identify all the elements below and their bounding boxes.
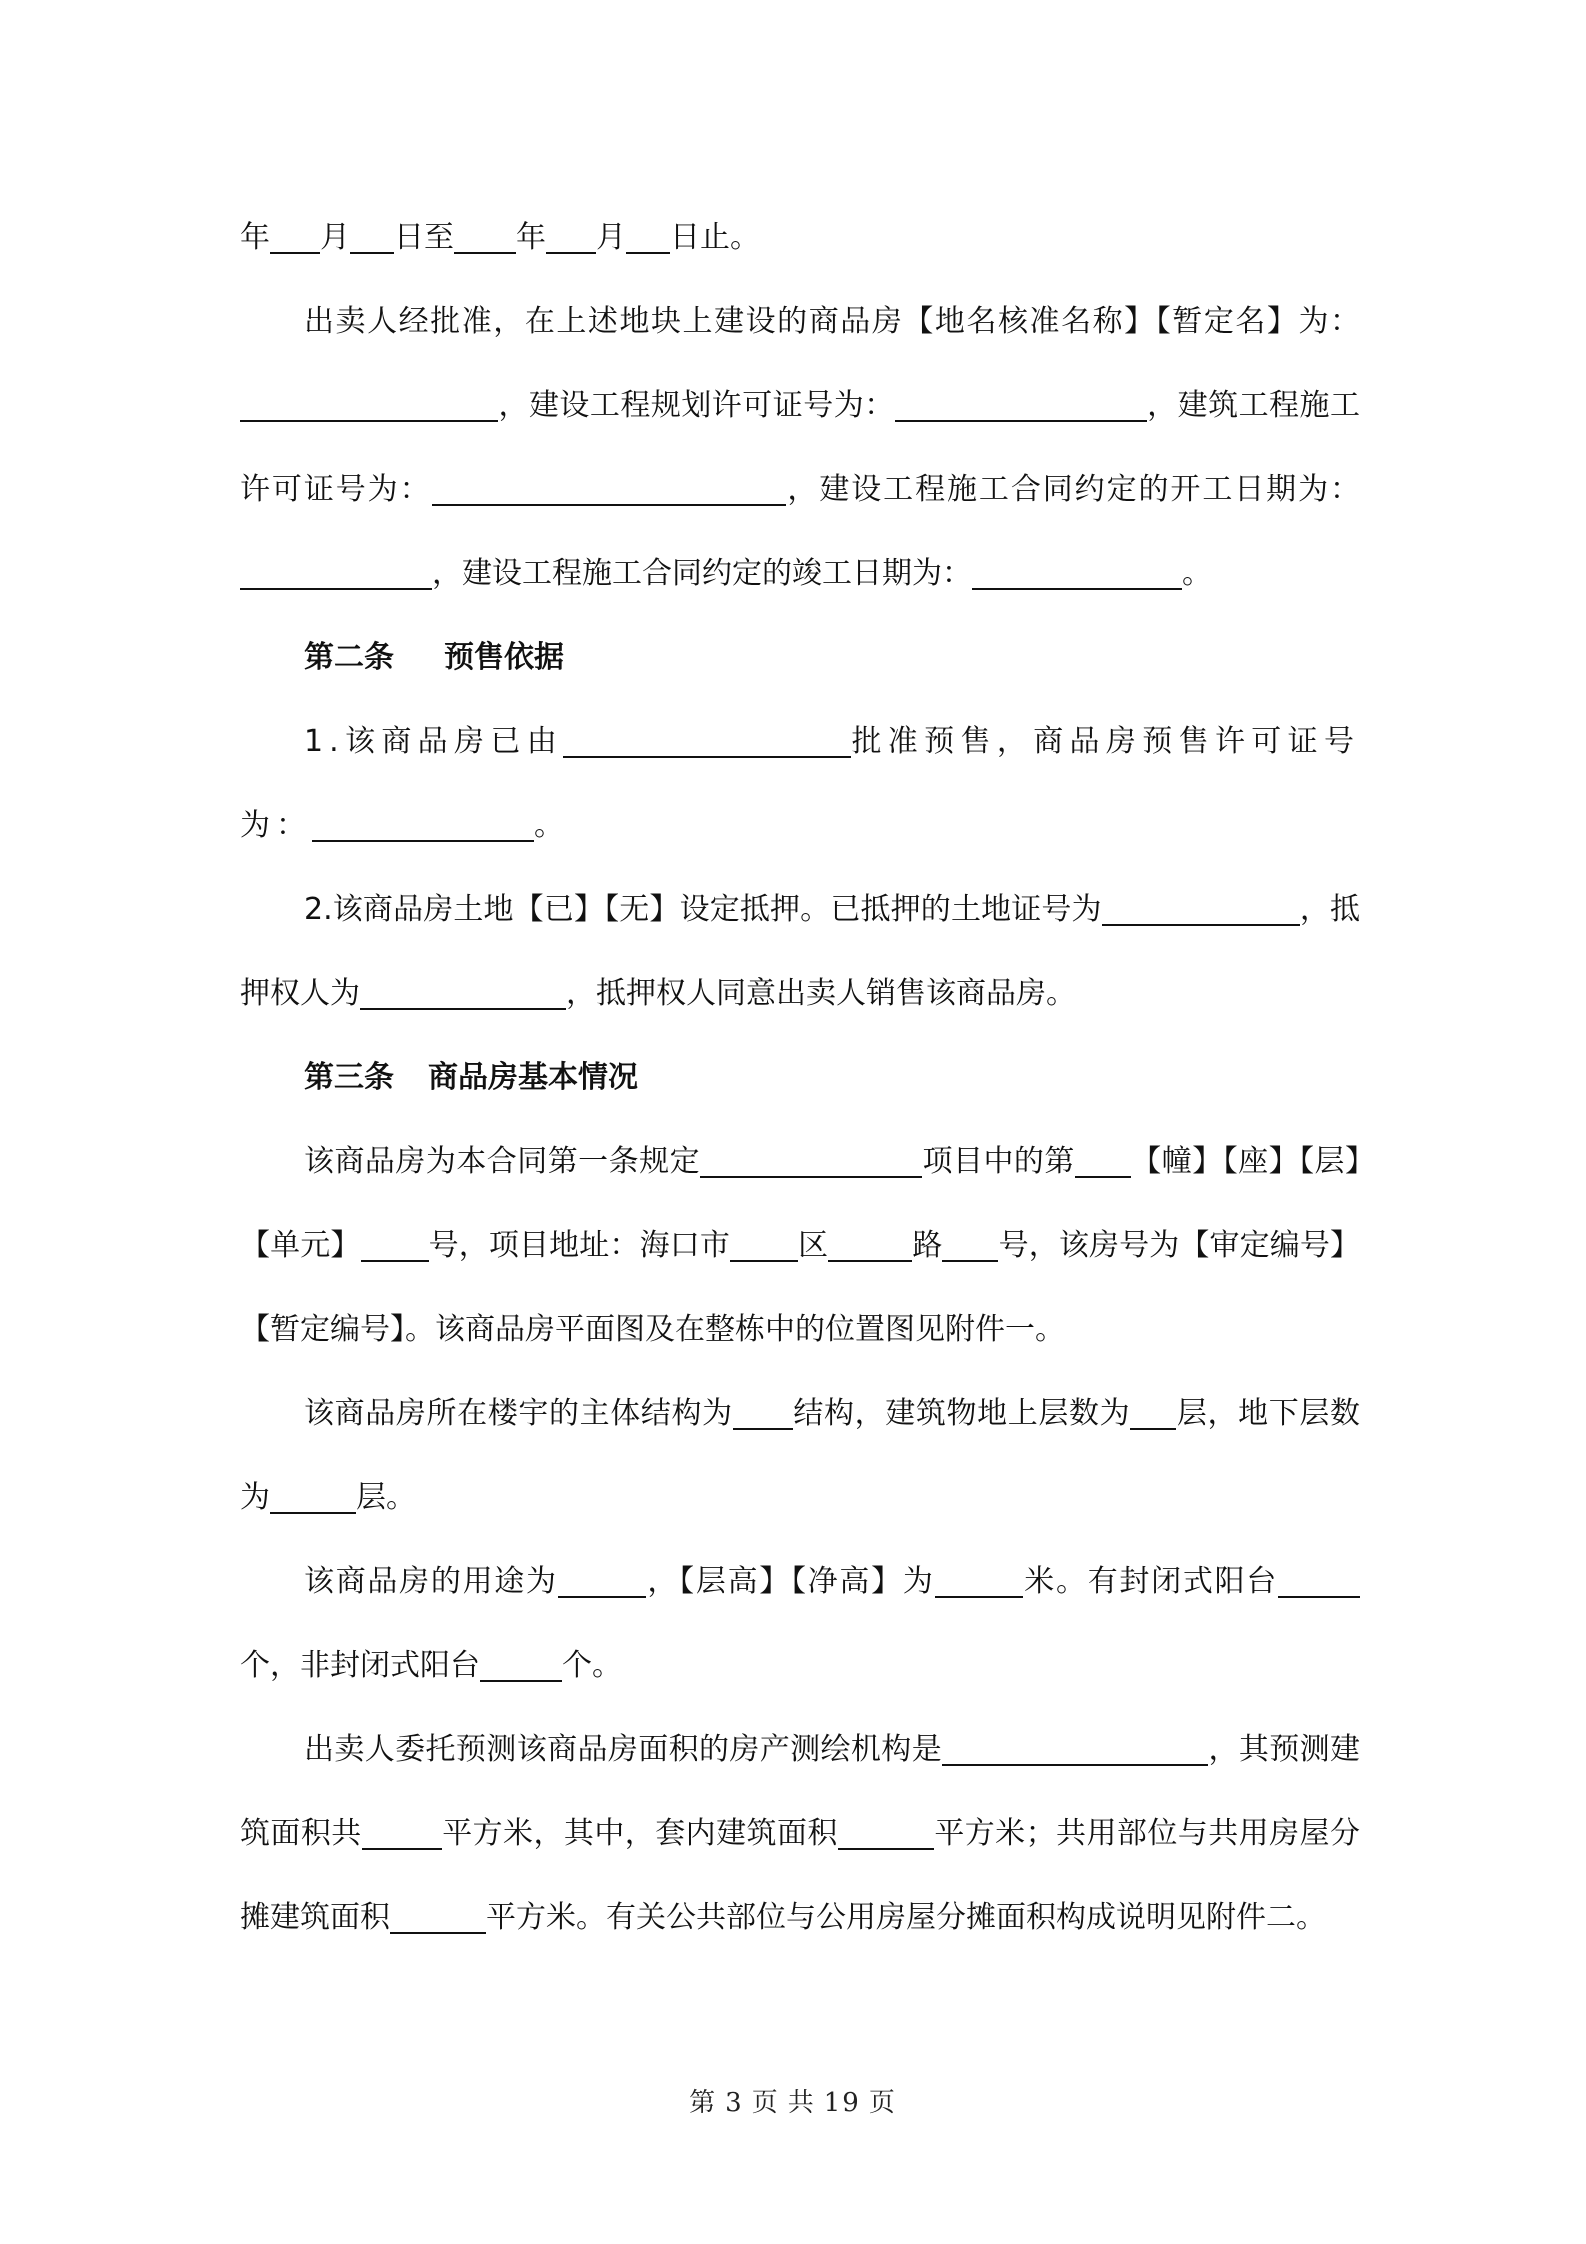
- blank-start-date: [240, 556, 432, 590]
- clause2-item2: [240, 868, 1360, 1036]
- text-month: 月: [320, 220, 350, 255]
- blank-planning-permit: [895, 388, 1147, 422]
- clause2-heading: [240, 616, 1360, 700]
- clause-number: 第三条: [304, 1060, 394, 1095]
- blank-project-name: [240, 388, 498, 422]
- clause3-heading: [240, 1036, 1360, 1120]
- para-text: 该商品房的用途为: [304, 1564, 558, 1599]
- para-text: 层，地下层数为: [240, 1396, 1360, 1515]
- para-text: ，抵押权人为: [240, 892, 1361, 1011]
- clause2-item1: [240, 700, 1360, 868]
- para-text: 平方米，其中，套内建筑面积: [441, 1816, 838, 1851]
- blank-usage: [558, 1564, 646, 1598]
- blank-total-area: [362, 1816, 442, 1850]
- para-text: 该商品房所在楼宇的主体结构为: [304, 1396, 733, 1431]
- para-text: 【幢】【座】【层】【单元】: [240, 1144, 1361, 1263]
- date-range-line: [240, 196, 1360, 280]
- para-text: 。: [534, 808, 570, 843]
- text-year: 年: [240, 220, 270, 255]
- para-text: 号，项目地址：海口市: [428, 1228, 730, 1263]
- blank-year-2: [454, 220, 516, 254]
- blank-shared-area: [390, 1900, 486, 1934]
- blank-land-cert: [1102, 892, 1300, 926]
- para-text: 米。有封闭式阳台: [1022, 1564, 1279, 1599]
- contract-body: [240, 196, 1360, 1960]
- text-day-to: 日至: [394, 220, 454, 255]
- para-text: 出卖人经批准，在上述地块上建设的商品房【地名核准名称】【暂定名】为：: [304, 304, 1360, 339]
- para-text: 层。: [356, 1480, 416, 1515]
- para-text: 该商品房为本合同第一条规定: [304, 1144, 701, 1179]
- blank-presale-permit: [312, 808, 534, 842]
- permit-paragraph: [240, 280, 1360, 616]
- blank-height: [935, 1564, 1023, 1598]
- clause3-para4: [240, 1708, 1360, 1960]
- text-year-2: 年: [516, 220, 546, 255]
- text-day-end: 日止。: [670, 220, 760, 255]
- para-text: ，建设工程施工合同约定的开工日期为：: [785, 472, 1360, 507]
- para-text: 结构，建筑物地上层数为: [792, 1396, 1131, 1431]
- blank-structure: [733, 1396, 793, 1430]
- footer-text: 共: [787, 2088, 816, 2118]
- para-text: 1.该商品房已由: [304, 724, 564, 759]
- blank-month-2: [546, 220, 596, 254]
- blank-completion-date: [972, 556, 1182, 590]
- blank-floors-above: [1130, 1396, 1176, 1430]
- para-text: 平方米。有关公共部位与公用房屋分摊面积构成说明见附件二。: [486, 1900, 1326, 1935]
- clause-title: 商品房基本情况: [428, 1060, 638, 1095]
- text-month-2: 月: [596, 220, 626, 255]
- blank-inner-area: [838, 1816, 934, 1850]
- para-text: 个，非封闭式阳台: [240, 1648, 480, 1683]
- para-text: 号，该房号为【审定编号】【暂定编号】。该商品房平面图及在整栋中的位置图见附件一。: [240, 1228, 1361, 1347]
- blank-project: [700, 1144, 922, 1178]
- blank-day-1: [350, 220, 394, 254]
- para-text: 项目中的第: [922, 1144, 1075, 1179]
- blank-unit-no: [361, 1228, 429, 1262]
- footer-text: 页: [751, 2088, 780, 2118]
- blank-road: [828, 1228, 912, 1262]
- blank-day-2: [626, 220, 670, 254]
- para-text: ，建筑工程施工许可证号为：: [240, 388, 1361, 507]
- para-text: ，建设工程规划许可证号为：: [498, 388, 895, 423]
- clause-title: 预售依据: [444, 640, 564, 675]
- blank-open-balcony: [480, 1648, 562, 1682]
- para-text: 区: [797, 1228, 829, 1263]
- footer-text: 页: [868, 2088, 897, 2118]
- blank-closed-balcony: [1278, 1564, 1360, 1598]
- page-number: 3: [725, 2088, 744, 2118]
- blank-floors-below: [270, 1480, 356, 1514]
- para-text: 。: [1182, 556, 1212, 591]
- blank-mortgagee: [360, 976, 566, 1010]
- para-text: ，其预测建筑面积共: [240, 1732, 1361, 1851]
- page-footer: [0, 2082, 1586, 2119]
- blank-district: [730, 1228, 798, 1262]
- para-text: ，【层高】【净高】为: [645, 1564, 935, 1599]
- footer-text: 第: [689, 2088, 718, 2118]
- clause-number: 第二条: [304, 640, 394, 675]
- total-pages: 19: [823, 2088, 861, 2118]
- blank-construction-permit: [432, 472, 786, 506]
- clause3-para2: [240, 1372, 1360, 1540]
- blank-month-1: [270, 220, 320, 254]
- para-text: 出卖人委托预测该商品房面积的房产测绘机构是: [304, 1732, 943, 1767]
- para-text: ，抵押权人同意出卖人销售该商品房。: [566, 976, 1076, 1011]
- blank-approving-authority: [563, 724, 851, 758]
- para-text: 批准预售，商品房预售许可证号为：: [240, 724, 1361, 843]
- blank-street-no: [942, 1228, 998, 1262]
- clause3-para1: [240, 1120, 1360, 1372]
- para-text: 个。: [562, 1648, 622, 1683]
- para-text: 平方米；共用部位与共用房屋分摊建筑面积: [240, 1816, 1360, 1935]
- blank-survey-agency: [942, 1732, 1208, 1766]
- clause3-para3: [240, 1540, 1360, 1708]
- para-text: 路: [912, 1228, 943, 1263]
- para-text: 2.该商品房土地【已】【无】设定抵押。已抵押的土地证号为: [304, 892, 1102, 927]
- blank-building-no: [1075, 1144, 1131, 1178]
- para-text: ，建设工程施工合同约定的竣工日期为：: [432, 556, 972, 591]
